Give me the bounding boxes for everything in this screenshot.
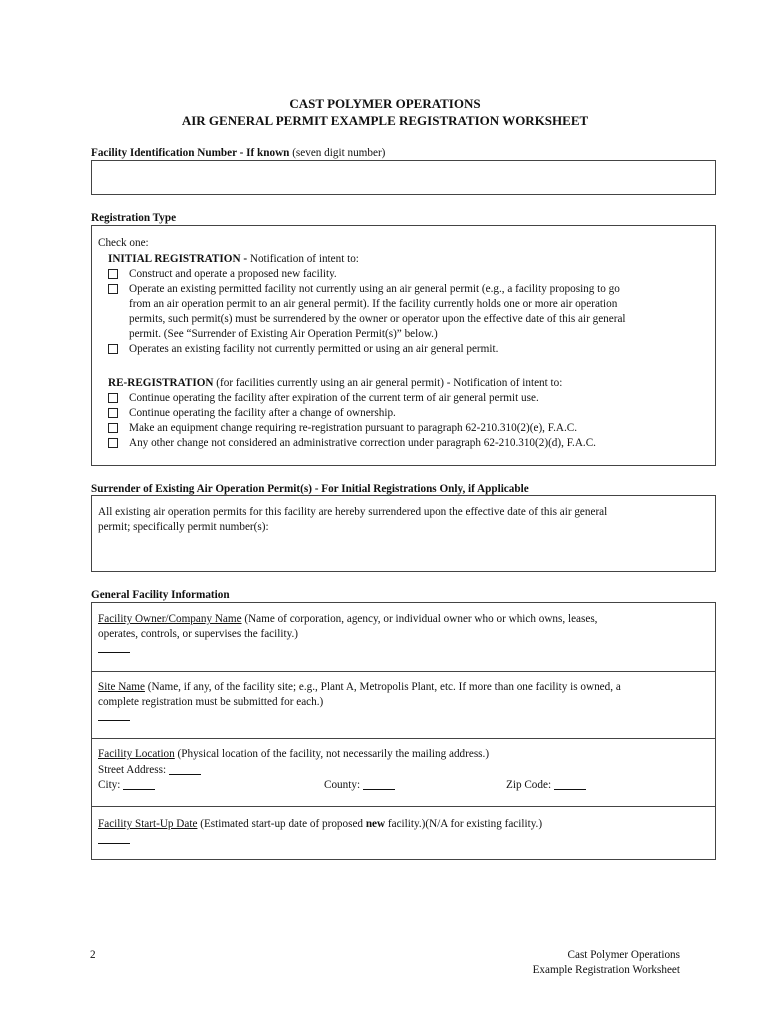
county-label: County: — [324, 779, 361, 791]
footer-line2: Example Registration Worksheet — [532, 964, 680, 976]
owner-desc1: (Name of corporation, agency, or individual owner who or which owns, leases, — [241, 613, 598, 625]
check-one-label: Check one: — [98, 237, 149, 249]
zip-field[interactable] — [554, 778, 586, 790]
startup-desc-post: facility.)(N/A for existing facility.) — [385, 818, 543, 830]
location-desc: (Physical location of the facility, not necessarily the mailing address.) — [174, 748, 490, 760]
checkbox-construct[interactable] — [108, 268, 127, 283]
option-operate-existing-permitted-cont3: permit. (See “Surrender of Existing Air Operation Permit(s)” below.) — [129, 328, 438, 340]
city-label: City: — [98, 779, 121, 791]
checkbox-icon[interactable] — [108, 284, 118, 294]
owner-label: Facility Owner/Company Name — [98, 613, 242, 625]
checkbox-change-ownership[interactable] — [108, 407, 127, 422]
surrender-text-line2: permit; specifically permit number(s): — [98, 521, 269, 533]
county-row — [324, 778, 395, 793]
option-construct: Construct and operate a proposed new facility. — [129, 268, 337, 280]
checkbox-icon[interactable] — [108, 344, 118, 354]
option-equipment-change: Make an equipment change requiring re-registration pursuant to paragraph 62-210.310(2)(e), F.A.C. — [129, 422, 578, 434]
document-title-line2: AIR GENERAL PERMIT EXAMPLE REGISTRATION WORKSHEET — [181, 113, 589, 128]
initial-registration-label — [108, 252, 359, 267]
site-line1 — [98, 680, 713, 695]
checkbox-operate-existing-permitted[interactable] — [108, 283, 127, 298]
city-row — [98, 778, 155, 793]
startup-desc-bold: new — [365, 818, 386, 830]
option-operate-existing-permitted-cont2: permits, such permit(s) must be surrendered by the owner or operator upon the effective date of this air general — [129, 313, 626, 325]
checkbox-icon[interactable] — [108, 393, 118, 403]
site-desc1: (Name, if any, of the facility site; e.g., Plant A, Metropolis Plant, etc. If more than one facility is owned, a — [144, 681, 621, 693]
reregistration-rest: (for facilities currently using an air general permit) - Notification of intent to: — [213, 377, 563, 389]
checkbox-icon[interactable] — [108, 423, 118, 433]
location-label: Facility Location — [98, 748, 175, 760]
zip-row — [506, 778, 586, 793]
zip-label: Zip Code: — [506, 779, 552, 791]
checkbox-icon[interactable] — [108, 269, 118, 279]
county-field[interactable] — [363, 778, 395, 790]
startup-blank[interactable] — [98, 843, 130, 844]
site-label: Site Name — [98, 681, 145, 693]
option-operate-existing-permitted-cont1: from an air operation permit to an air general permit). If the facility currently holds one or more air operation — [129, 298, 618, 310]
option-operates-unpermitted: Operates an existing facility not currently permitted or using an air general permit. — [129, 343, 499, 355]
checkbox-icon[interactable] — [108, 438, 118, 448]
facility-id-label-note: (seven digit number) — [289, 147, 386, 159]
location-line1 — [98, 747, 489, 762]
street-address-row — [98, 763, 201, 778]
page-number: 2 — [90, 949, 96, 961]
reregistration-bold: RE-REGISTRATION — [108, 377, 214, 389]
initial-registration-bold: INITIAL REGISTRATION - — [108, 253, 248, 265]
checkbox-icon[interactable] — [108, 408, 118, 418]
reregistration-label — [108, 376, 562, 391]
checkbox-operates-unpermitted[interactable] — [108, 343, 127, 358]
city-field[interactable] — [123, 778, 155, 790]
owner-line1 — [98, 612, 708, 627]
checkbox-equipment-change[interactable] — [108, 422, 127, 437]
checkbox-continue-expiration[interactable] — [108, 392, 127, 407]
startup-desc-pre: (Estimated start-up date of proposed — [197, 818, 366, 830]
startup-label: Facility Start-Up Date — [98, 818, 198, 830]
initial-registration-rest: Notification of intent to: — [247, 253, 359, 265]
option-operate-existing-permitted: Operate an existing permitted facility not currently using an air general permit (e.g., a facility proposing to go — [129, 283, 620, 295]
facility-id-label — [91, 146, 385, 161]
option-change-ownership: Continue operating the facility after a change of ownership. — [129, 407, 396, 419]
street-address-field[interactable] — [169, 763, 201, 775]
checkbox-other-change[interactable] — [108, 437, 127, 452]
facility-id-label-bold: Facility Identification Number - If known — [91, 147, 290, 159]
site-desc2: complete registration must be submitted for each.) — [98, 696, 324, 708]
surrender-text-line1: All existing air operation permits for this facility are hereby surrendered upon the effective date of this air general — [98, 506, 608, 518]
option-other-change: Any other change not considered an administrative correction under paragraph 62-210.310(2)(d), F.A.C. — [129, 437, 596, 449]
startup-line1 — [98, 817, 542, 832]
document-title-line1: CAST POLYMER OPERATIONS — [289, 96, 481, 111]
owner-desc2: operates, controls, or supervises the facility.) — [98, 628, 298, 640]
general-info-heading: General Facility Information — [91, 589, 230, 601]
footer-line1: Cast Polymer Operations — [567, 949, 680, 961]
registration-type-heading: Registration Type — [91, 212, 177, 224]
site-blank[interactable] — [98, 720, 130, 721]
option-continue-expiration: Continue operating the facility after expiration of the current term of air general permit use. — [129, 392, 539, 404]
surrender-heading: Surrender of Existing Air Operation Permit(s) - For Initial Registrations Only, if Applicable — [91, 483, 529, 495]
facility-id-field[interactable] — [91, 160, 716, 195]
owner-blank[interactable] — [98, 652, 130, 653]
street-address-label: Street Address: — [98, 764, 167, 776]
startup-box[interactable] — [91, 806, 716, 860]
